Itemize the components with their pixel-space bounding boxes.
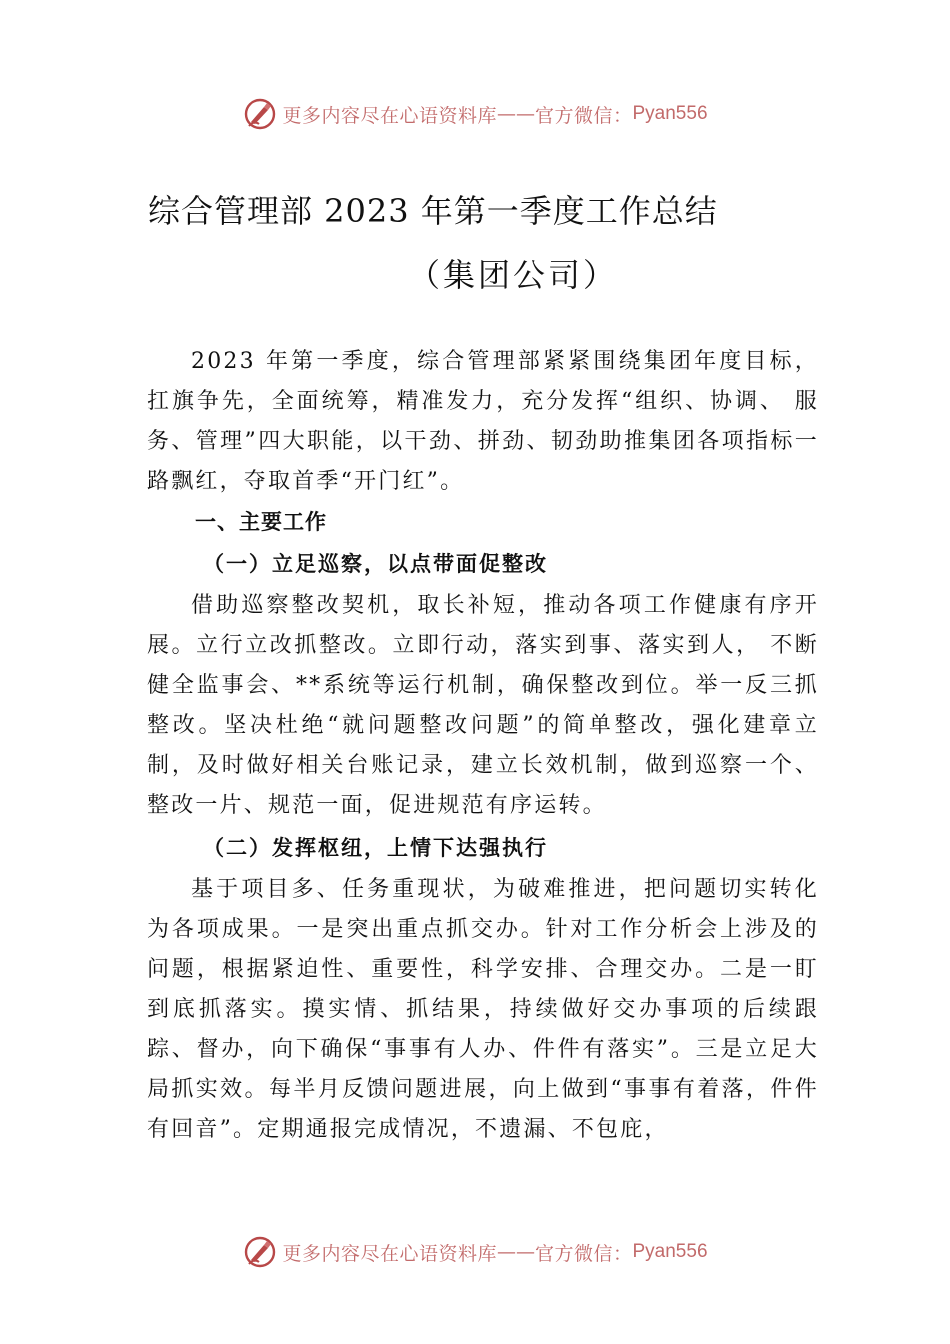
pen-seal-icon (242, 96, 278, 132)
pen-seal-icon (242, 1234, 278, 1270)
watermark-text: 更多内容尽在心语资料库 (282, 1242, 497, 1265)
watermark-banner-bottom (0, 1232, 950, 1272)
watermark-label: 官方微信： (534, 104, 633, 127)
document-title: 综合管理部 2023 年第一季度工作总结 (148, 192, 718, 230)
watermark-label: 官方微信： (534, 1242, 633, 1265)
watermark-separator: —— (496, 1241, 535, 1263)
watermark-banner-top (0, 94, 950, 134)
subsection-heading-2: （二）发挥枢纽，上情下达强执行 (203, 835, 548, 860)
watermark-account: Pyan556 (632, 1241, 708, 1262)
document-subtitle: （集团公司） (408, 256, 619, 294)
watermark-separator: —— (496, 103, 535, 125)
section-heading: 一、主要工作 (195, 510, 327, 534)
intro-paragraph: 2023 年第一季度，综合管理部紧紧围绕集团年度目标，扛旗争先，全面统筹，精准发力，充分发挥“组织、协调、 服务、管理”四大职能，以干劲、拼劲、韧劲助推集团各项指标一路飘红，夺取首季“开门红”。 (147, 349, 819, 494)
watermark-text: 更多内容尽在心语资料库 (282, 104, 497, 127)
subsection-heading-1: （一）立足巡察，以点带面促整改 (203, 551, 548, 576)
watermark-account: Pyan556 (632, 103, 708, 124)
document-body (147, 342, 819, 1150)
subsection-body-1: 借助巡察整改契机，取长补短，推动各项工作健康有序开展。立行立改抓整改。立即行动，落实到事、落实到人， 不断健全监事会、**系统等运行机制，确保整改到位。举一反三抓整改。坚决杜绝“就问题整改问题”的简单整改，强化建章立制，及时做好相关台账记录，建立长效机制，做到巡察一个、整改一片、规范一面，促进规范有序运转。 (147, 593, 819, 818)
subsection-body-2: 基于项目多、任务重现状，为破难推进，把问题切实转化为各项成果。一是突出重点抓交办。针对工作分析会上涉及的问题，根据紧迫性、重要性，科学安排、合理交办。二是一盯到底抓落实。摸实情、抓结果，持续做好交办事项的后续跟踪、督办，向下确保“事事有人办、件件有落实”。三是立足大局抓实效。每半月反馈问题进展，向上做到“事事有着落，件件有回音”。定期通报完成情况，不遗漏、不包庇， (147, 877, 819, 1142)
